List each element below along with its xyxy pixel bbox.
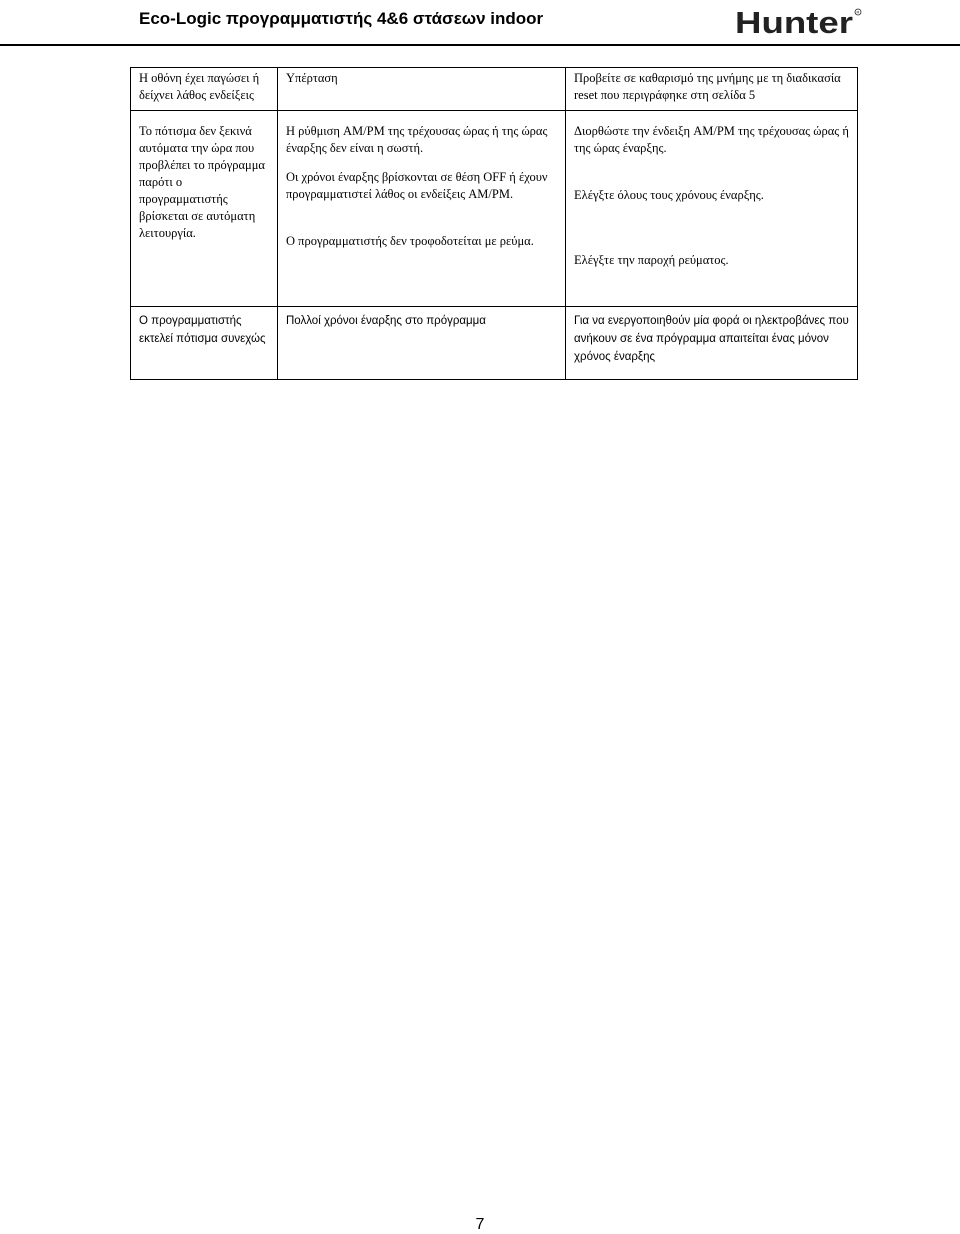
cause-cell: [278, 68, 566, 111]
cause-text: Η ρύθμιση AM/PM της τρέχουσας ώρας ή της ώρας έναρξης δεν είναι η σωστή.: [286, 124, 548, 155]
cause-cell: [278, 111, 566, 307]
solution-text: Ελέγξτε την παροχή ρεύματος.: [574, 253, 729, 267]
problem-text: Ο προγραμματιστής εκτελεί πότισμα συνεχώς: [139, 315, 266, 345]
problem-cell: [131, 307, 278, 380]
solution-cell: [566, 307, 858, 380]
troubleshooting-table: [130, 67, 858, 380]
cause-text: Ο προγραμματιστής δεν τροφοδοτείται με ρεύμα.: [286, 234, 534, 248]
page-title: Eco-Logic προγραμματιστής 4&6 στάσεων indoor: [139, 9, 544, 28]
solution-cell: [566, 111, 858, 307]
problem-cell: [131, 68, 278, 111]
problem-text: Η οθόνη έχει παγώσει ή δείχνει λάθος ενδείξεις: [139, 71, 260, 102]
problem-text: Το πότισμα δεν ξεκινά αυτόματα την ώρα που προβλέπει το πρόγραμμα παρότι ο προγραμματιστής βρίσκεται σε αυτόματη λειτουργία.: [139, 124, 265, 240]
hunter-logo: [735, 6, 863, 38]
solution-text: Προβείτε σε καθαρισμό της μνήμης με τη διαδικασία reset που περιγράφηκε στη σελίδα 5: [574, 71, 841, 102]
table-row: [131, 68, 858, 111]
cause-text: Υπέρταση: [286, 71, 338, 85]
page-number: 7: [475, 1216, 485, 1233]
cause-text: Πολλοί χρόνοι έναρξης στο πρόγραμμα: [286, 315, 486, 327]
svg-text:R: R: [856, 9, 860, 15]
solution-text: Ελέγξτε όλους τους χρόνους έναρξης.: [574, 188, 764, 202]
solution-text: Για να ενεργοποιηθούν μία φορά οι ηλεκτροβάνες που ανήκουν σε ένα πρόγραμμα απαιτείται ένας μόνον χρόνος έναρξης: [574, 315, 849, 363]
solution-cell: [566, 68, 858, 111]
problem-cell: [131, 111, 278, 307]
svg-text:Hunter: Hunter: [735, 6, 853, 38]
cause-cell: [278, 307, 566, 380]
cause-text: Οι χρόνοι έναρξης βρίσκονται σε θέση OFF ή έχουν προγραμματιστεί λάθος οι ενδείξεις AM/PM.: [286, 170, 548, 201]
page-header: [0, 0, 960, 46]
table-row: [131, 111, 858, 307]
header-divider: [0, 44, 960, 46]
table-row: [131, 307, 858, 380]
solution-text: Διορθώστε την ένδειξη AM/PM της τρέχουσας ώρας ή της ώρας έναρξης.: [574, 124, 849, 155]
